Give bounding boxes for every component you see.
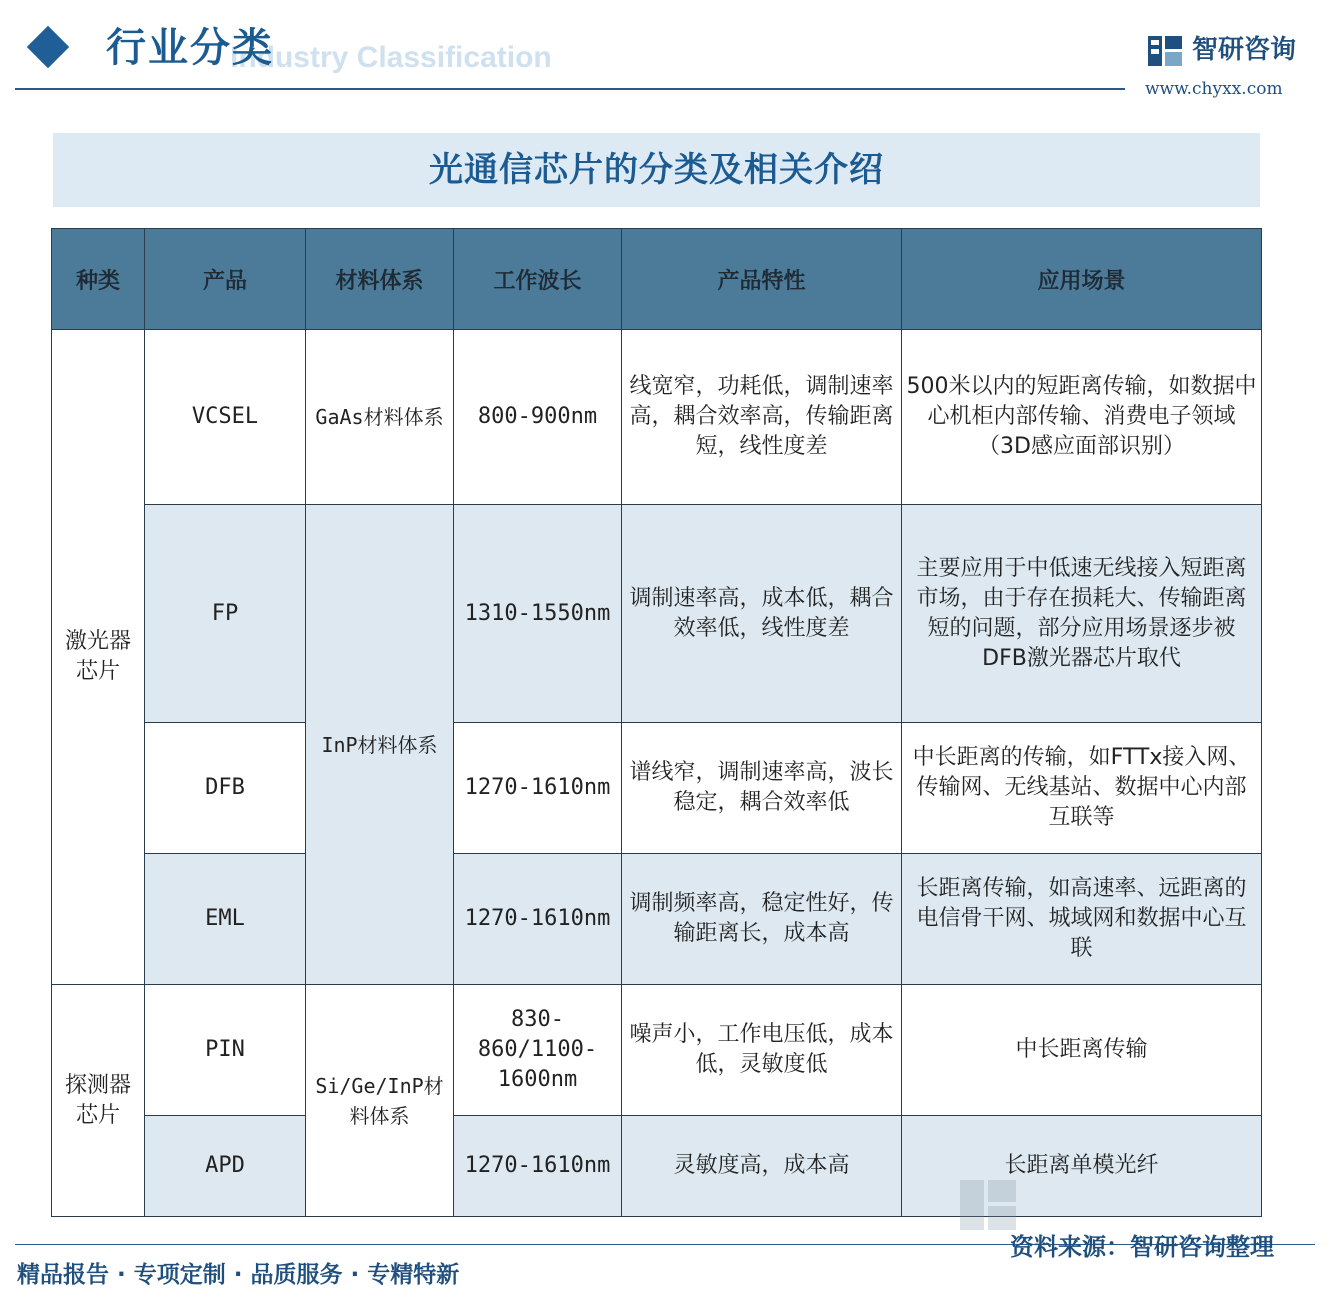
wavelength-cell: 800-900nm: [454, 330, 622, 505]
product-cell: VCSEL: [145, 330, 306, 505]
footer-source: 资料来源：智研咨询整理: [1010, 1233, 1274, 1261]
application-cell: 中长距离的传输，如FTTx接入网、传输网、无线基站、数据中心内部互联等: [902, 723, 1262, 854]
section-title: 行业分类: [106, 25, 274, 71]
application-cell: 中长距离传输: [902, 985, 1262, 1116]
product-cell: PIN: [145, 985, 306, 1116]
material-cell: InP材料体系: [306, 505, 454, 985]
application-cell: 500米以内的短距离传输，如数据中心机柜内部传输、消费电子领域（3D感应面部识别）: [902, 330, 1262, 505]
application-cell: 长距离单模光纤: [902, 1116, 1262, 1217]
product-cell: EML: [145, 854, 306, 985]
column-header: 产品: [145, 229, 306, 330]
column-header: 种类: [52, 229, 145, 330]
table-banner: [53, 133, 1260, 207]
column-header: 应用场景: [902, 229, 1262, 330]
table-row: [52, 723, 1262, 854]
brand-logo-icon: [1148, 36, 1182, 66]
header-divider: [15, 88, 1125, 90]
table-header-row: [52, 229, 1262, 330]
watermark-logo-icon: [955, 1175, 1285, 1235]
footer-tagline: 精品报告 · 专项定制 · 品质服务 · 专精特新: [17, 1262, 460, 1288]
chip-classification-table: [51, 228, 1262, 1217]
category-cell: 激光器芯片: [52, 330, 145, 985]
section-subtitle-watermark: Industry Classification: [230, 41, 552, 74]
wavelength-cell: 1270-1610nm: [454, 723, 622, 854]
brand-name: 智研咨询: [1192, 35, 1297, 65]
application-cell: 主要应用于中低速无线接入短距离市场，由于存在损耗大、传输距离短的问题，部分应用场景逐步被DFB激光器芯片取代: [902, 505, 1262, 723]
product-cell: FP: [145, 505, 306, 723]
material-cell: Si/Ge/InP材料体系: [306, 985, 454, 1217]
column-header: 产品特性: [622, 229, 902, 330]
table-row: [52, 505, 1262, 723]
category-cell: 探测器芯片: [52, 985, 145, 1217]
features-cell: 调制频率高，稳定性好，传输距离长，成本高: [622, 854, 902, 985]
application-cell: 长距离传输，如高速率、远距离的电信骨干网、城域网和数据中心互联: [902, 854, 1262, 985]
features-cell: 谱线窄，调制速率高，波长稳定，耦合效率低: [622, 723, 902, 854]
features-cell: 灵敏度高，成本高: [622, 1116, 902, 1217]
table-row: [52, 330, 1262, 505]
wavelength-cell: 830-860/1100-1600nm: [454, 985, 622, 1116]
wavelength-cell: 1310-1550nm: [454, 505, 622, 723]
table-row: [52, 854, 1262, 985]
brand-url: www.chyxx.com: [1145, 79, 1283, 99]
wavelength-cell: 1270-1610nm: [454, 1116, 622, 1217]
product-cell: DFB: [145, 723, 306, 854]
features-cell: 调制速率高，成本低，耦合效率低，线性度差: [622, 505, 902, 723]
material-cell: GaAs材料体系: [306, 330, 454, 505]
product-cell: APD: [145, 1116, 306, 1217]
table-title: 光通信芯片的分类及相关介绍: [429, 150, 884, 190]
features-cell: 线宽窄，功耗低，调制速率高，耦合效率高，传输距离短，线性度差: [622, 330, 902, 505]
wavelength-cell: 1270-1610nm: [454, 854, 622, 985]
table-row: [52, 985, 1262, 1116]
column-header: 材料体系: [306, 229, 454, 330]
features-cell: 噪声小，工作电压低，成本低，灵敏度低: [622, 985, 902, 1116]
column-header: 工作波长: [454, 229, 622, 330]
title-diamond-icon: [27, 26, 69, 68]
